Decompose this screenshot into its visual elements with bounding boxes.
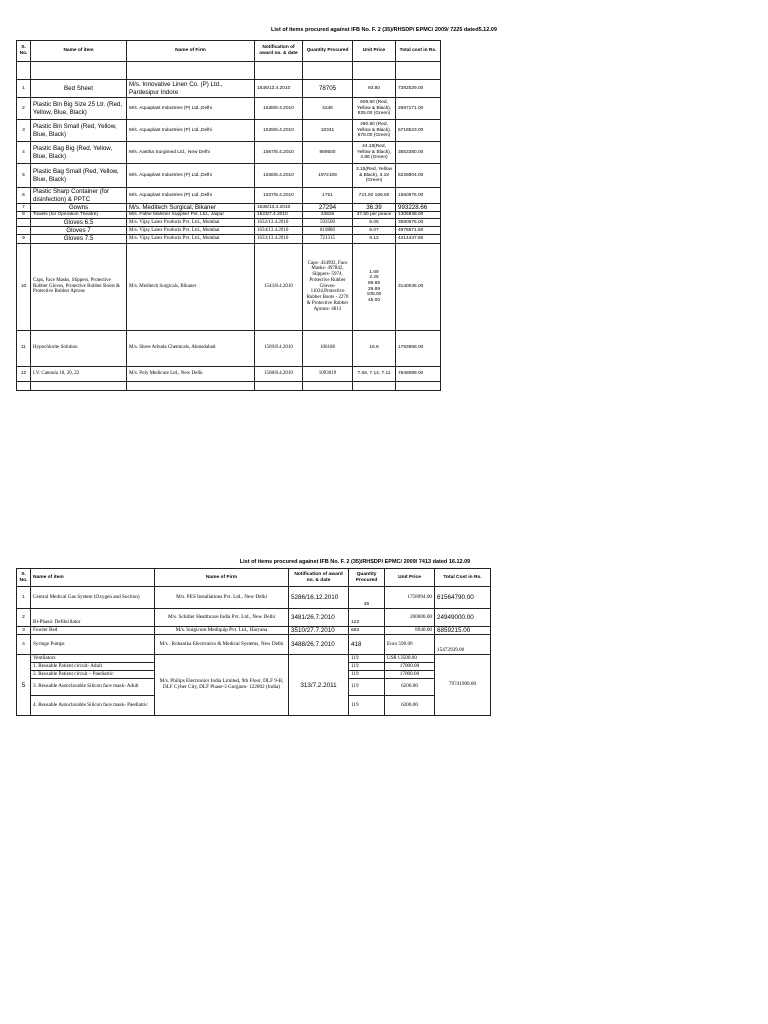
table-spacer-row bbox=[17, 62, 441, 80]
table-row: 12 I.V. Cannula 18, 20, 22 M/s. Poly Medicure Ltd., New Delhi 1568/8.4.2010 1093019 7.58, 7.14, 7.11 7848089.00 bbox=[17, 366, 441, 381]
table-row: 3 Fowler Bed M/s. Surgicom Mediquip Pvt. Ltd., Haryana 3510/27.7.2010 682 8940.00 6859215.00 bbox=[17, 627, 491, 635]
procurement-table-2 bbox=[16, 568, 491, 716]
header-award: Notification of award no. & date bbox=[289, 569, 349, 587]
table-row: 5 Plastic Bag Small (Red, Yellow, Blue, Black) M/s. Aquaplast Industries (P) Ltd.,Delhi 1536/8.4.2010 1972109 3.15(Red, Yellow & Black), 3.18 (Green) 6228804.00 bbox=[17, 164, 441, 188]
header-total: Total cost in Rs. bbox=[396, 41, 441, 62]
table1-title: List of items procured against IFB No. F. 2 (35)/RHSDP/ EPMC/ 2009/ 7225 dated5.12.09 bbox=[271, 27, 497, 33]
table-spacer-row bbox=[17, 381, 441, 390]
header-total: Total Cost in Rs. bbox=[435, 569, 491, 587]
header-sno: S. No. bbox=[17, 569, 31, 587]
table-row: Gloves 6.5 M/s. Vijay Latex Products Pvt. Ltd., Mumbai 1632/13.4.2010 593500 6.05 3590675.00 bbox=[17, 219, 441, 227]
table-row: 7 Gowns M/s. Meditech Surgical, Bikaner 1635/13.4.2010 27294 36.39 993228.66 bbox=[17, 204, 441, 212]
header-qty: Quantity Procured bbox=[303, 41, 353, 62]
table-row: 1 Bed Sheet M/s. Innovative Linen Co. (P) Ltd., Pardesipur Indore 1638/13.4.2010 78705 93.80 7382529.00 bbox=[17, 80, 441, 98]
header-firm: Name of Firm bbox=[127, 41, 255, 62]
procurement-table-1 bbox=[16, 40, 441, 391]
table-row: 2 Plastic Bin Big Size 25 Ltr. (Red, Yellow, Blue, Black) M/s. Aquaplast Industries (P) Ltd.,Delhi 1538/8.4.2010 4246 609.60 (Red, Yellow & Black), 835.00 (Green) 2687171.00 bbox=[17, 98, 441, 120]
header-price: Unit Price bbox=[353, 41, 396, 62]
table-row: 4 Plastic Bag Big (Red, Yellow, Blue, Black) M/s. Aastha Surgimed Ltd., New Delhi 1567/8.4.2010 889500 44.18(Red, Yellow & Black), 4.88 (Green) 3853380.00 bbox=[17, 142, 441, 164]
header-award: Notification of award no. & date bbox=[255, 41, 303, 62]
table2-title: List of items procured against IFB No. F. 2 (35)/RHSDP/ EPMC/ 2009/ 7413 dated 16.12.09 bbox=[239, 559, 471, 565]
table-row: 2 Bi-Phasic Defibrillator M/s. Schiller Healthcare India Pvt. Ltd., New Delhi 3481/26.7.2010 122 200000.00 24949000.00 bbox=[17, 609, 491, 627]
table-row: 10 Caps, Face Masks, Slippers, Protective Rubber Gloves, Protective Rubber Boots & Protective Rubber Aprons M/s. Meditech Surgicals, Bikaner 1543/8.4.2010 Caps- 434992, Face Masks- 497842, Slippers- 5974, Protective Rubber Gloves- 11034,Protective Rubber Boots - 2270 & Protective Rubber Aprons- 4813 1.69 2.25 89.89 29.89 108.00 45.00 3140036.00 bbox=[17, 243, 441, 330]
unit-price-list: 1.69 2.25 89.89 29.89 108.00 45.00 bbox=[353, 243, 396, 330]
table-row: 3 Plastic Bin Small (Red, Yellow, Blue, Black) M/s. Aquaplast Industries (P) Ltd.,Delhi 1539/8.4.2010 10341 490.80 (Red, Yellow & Black), 678.00 (Green) 5718523.00 bbox=[17, 120, 441, 142]
table-row: Gloves 7 M/s. Vijay Latex Products Pvt. Ltd., Mumbai 1634/13.4.2010 819880 6.07 4976671.60 bbox=[17, 227, 441, 235]
table-row: 8 Towels (for Operation Theatre) M/s. Fathe Mahiner Supplier Pvt. Ltd., Jaipur 1523/7.4.2010 34825 37.50 per peace 1305938.00 bbox=[17, 212, 441, 219]
table-row: 5 Ventilators M/s. Philips Electronics India Limited, 9th Floor, DLF 9-B, DLF Cyber City, DLF Phase-3 Gurgaon- 122002 (India) 313/7.2.2011 119 US$ 13500.00 79741900.00 bbox=[17, 655, 491, 663]
header-sno: S. No. bbox=[17, 41, 31, 62]
header-item: Name of item bbox=[31, 41, 127, 62]
header-price: Unit Price bbox=[385, 569, 435, 587]
table-row: 1. Reusable Patient circuit- Adult 119 17000.00 bbox=[17, 663, 491, 671]
table-header-row bbox=[17, 569, 491, 587]
table-row: 1 Central Medical Gas System (Oxygen and Suction) M/s. PES Installations Pvt. Ltd., New Delhi 5286/16.12.2010 35 1758994.00 61564790.00 bbox=[17, 587, 491, 609]
table-row: 6 Plastic Sharp Container (for disinfection) & PPTC M/s. Aquaplast Industries (P) Ltd.,Delhi 1537/8.4.2010 1751 721.92 169.50 1560876.00 bbox=[17, 188, 441, 204]
table-row: 4 Syringe Pumps M/s . Rohanika Electronics & Medical Systems, New Delhi 3488/26.7.2010 418 Euro 590.00 15472939.00 bbox=[17, 635, 491, 655]
table-row: 2. Reusable Patient circuit – Paediatric 119 17000.00 bbox=[17, 671, 491, 679]
table-row: 11 Hypochlorite Solution M/s. Shree Arbuda Chemicals, Ahmedabad 1569/8.4.2010 106188 16.8 1783958.00 bbox=[17, 330, 441, 366]
table-row: 9 Gloves 7.5 M/s. Vijay Latex Products Pvt. Ltd., Mumbai 1633/13.4.2010 721315 6.12 4414447.80 bbox=[17, 235, 441, 243]
table-row: 3. Reusable Autoclavable Silicon face mask- Adult 119 6200.00 bbox=[17, 679, 491, 696]
header-item: Name of item bbox=[31, 569, 155, 587]
table-row: 4. Reusable Autoclavable Silicon face mask- Paediatric 119 6200.00 bbox=[17, 696, 491, 716]
table-header-row bbox=[17, 41, 441, 62]
header-firm: Name of Firm bbox=[155, 569, 289, 587]
header-qty: Quantity Procured bbox=[349, 569, 385, 587]
